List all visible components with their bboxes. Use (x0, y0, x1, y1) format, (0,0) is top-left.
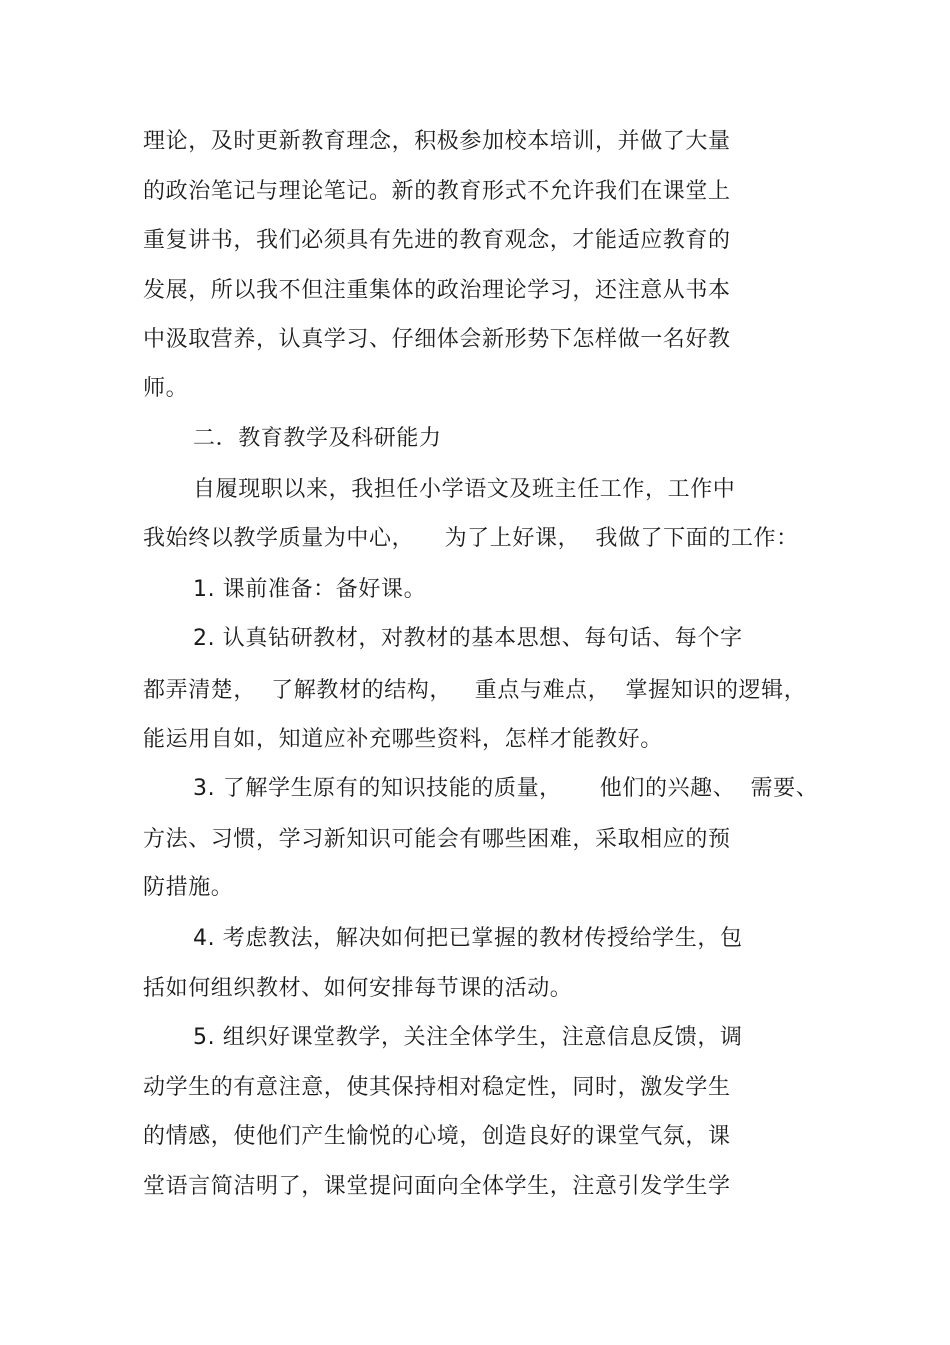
section-heading: 二．教育教学及科研能力 (193, 426, 442, 451)
text-line: 的政治笔记与理论笔记。新的教育形式不允许我们在课堂上 (143, 179, 731, 204)
text-line: 发展，所以我不但注重集体的政治理论学习，还注意从书本 (143, 278, 731, 303)
text-line: 都弄清楚， 了解教材的结构， 重点与难点， 掌握知识的逻辑， (143, 678, 807, 703)
text-line: 堂语言简洁明了，课堂提问面向全体学生，注意引发学生学 (143, 1174, 731, 1199)
text-line: 方法、习惯，学习新知识可能会有哪些困难，采取相应的预 (143, 827, 731, 852)
text-line: 防措施。 (143, 875, 234, 900)
text-line: 动学生的有意注意，使其保持相对稳定性，同时，激发学生 (143, 1075, 731, 1100)
text-line: 能运用自如，知道应补充哪些资料，怎样才能教好。 (143, 727, 663, 752)
text-line: 自履现职以来，我担任小学语文及班主任工作，工作中 (193, 477, 736, 502)
text-line: 括如何组织教材、如何安排每节课的活动。 (143, 976, 573, 1001)
text-line: 我始终以教学质量为中心， 为了上好课， 我做了下面的工作： (143, 526, 799, 551)
list-item: 4. 考虑教法，解决如何把已掌握的教材传授给学生，包 (193, 926, 743, 951)
text-line: 的情感，使他们产生愉悦的心境，创造良好的课堂气氛，课 (143, 1124, 731, 1149)
list-item: 3. 了解学生原有的知识技能的质量， 他们的兴趣、 需要、 (193, 776, 819, 801)
list-item: 5. 组织好课堂教学，关注全体学生，注意信息反馈，调 (193, 1025, 743, 1050)
text-line: 理论，及时更新教育理念，积极参加校本培训，并做了大量 (143, 129, 731, 154)
text-line: 重复讲书，我们必须具有先进的教育观念，才能适应教育的 (143, 228, 731, 253)
list-item: 1. 课前准备：备好课。 (193, 577, 427, 602)
text-line: 师。 (143, 376, 189, 401)
list-item: 2. 认真钻研教材，对教材的基本思想、每句话、每个字 (193, 626, 743, 651)
text-line: 中汲取营养，认真学习、仔细体会新形势下怎样做一名好教 (143, 327, 731, 352)
